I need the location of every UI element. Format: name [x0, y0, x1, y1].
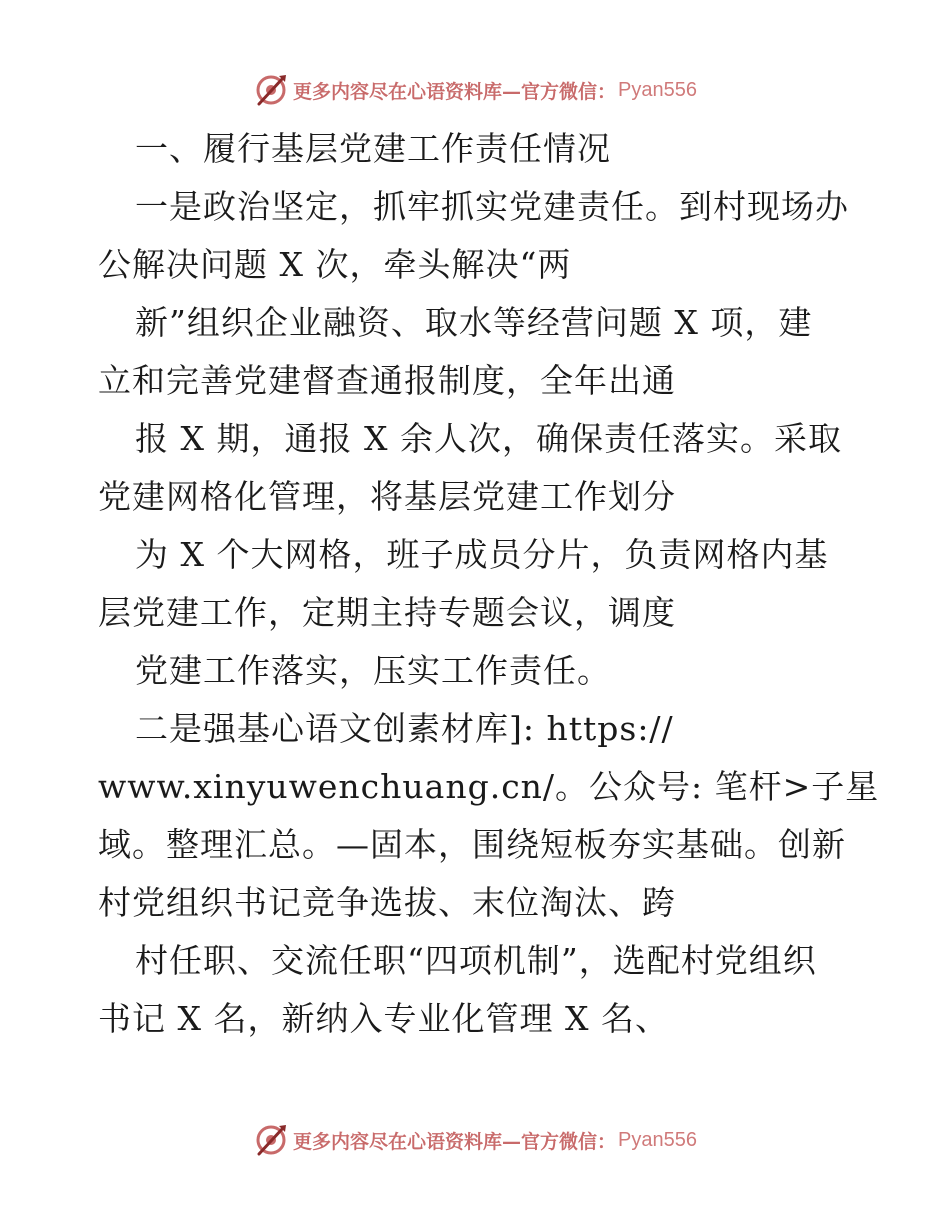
text-line: 报 X 期，通报 X 余人次，确保责任落实。采取 — [135, 419, 842, 458]
document-body — [98, 120, 880, 1048]
text-line: 公解决问题 X 次，牵头解决“两 — [98, 245, 572, 284]
footer-watermark — [0, 1120, 950, 1160]
watermark-account: Pyan556 — [618, 1128, 697, 1151]
text-line: www.xinyuwenchuang.cn/。公众号: 笔杆>子星 — [98, 767, 880, 806]
text-line: 层党建工作，定期主持专题会议，调度 — [98, 593, 676, 632]
watermark-text: 更多内容尽在心语资料库—官方微信： — [293, 1130, 617, 1153]
text-line: 书记 X 名，新纳入专业化管理 X 名、 — [98, 999, 669, 1038]
quill-seal-icon — [253, 1122, 289, 1158]
text-line: 村任职、交流任职“四项机制”，选配村党组织 — [135, 941, 817, 980]
watermark-text: 更多内容尽在心语资料库—官方微信： — [293, 80, 617, 103]
header-watermark — [0, 70, 950, 110]
text-line: 域。整理汇总。—固本，围绕短板夯实基础。创新 — [98, 825, 846, 864]
text-line: 新”组织企业融资、取水等经营问题 X 项，建 — [135, 303, 813, 342]
text-line: 村党组织书记竞争选拔、末位淘汰、跨 — [98, 883, 676, 922]
text-line: 一、履行基层党建工作责任情况 — [135, 129, 611, 168]
text-line: 一是政治坚定，抓牢抓实党建责任。到村现场办 — [135, 187, 849, 226]
text-line: 为 X 个大网格，班子成员分片，负责网格内基 — [135, 535, 829, 574]
quill-seal-icon — [253, 72, 289, 108]
text-line: 党建网格化管理，将基层党建工作划分 — [98, 477, 676, 516]
watermark-account: Pyan556 — [618, 78, 697, 101]
text-line: 党建工作落实，压实工作责任。 — [135, 651, 611, 690]
text-line: 立和完善党建督查通报制度，全年出通 — [98, 361, 676, 400]
text-line: 二是强基心语文创素材库]: https:// — [135, 709, 674, 748]
